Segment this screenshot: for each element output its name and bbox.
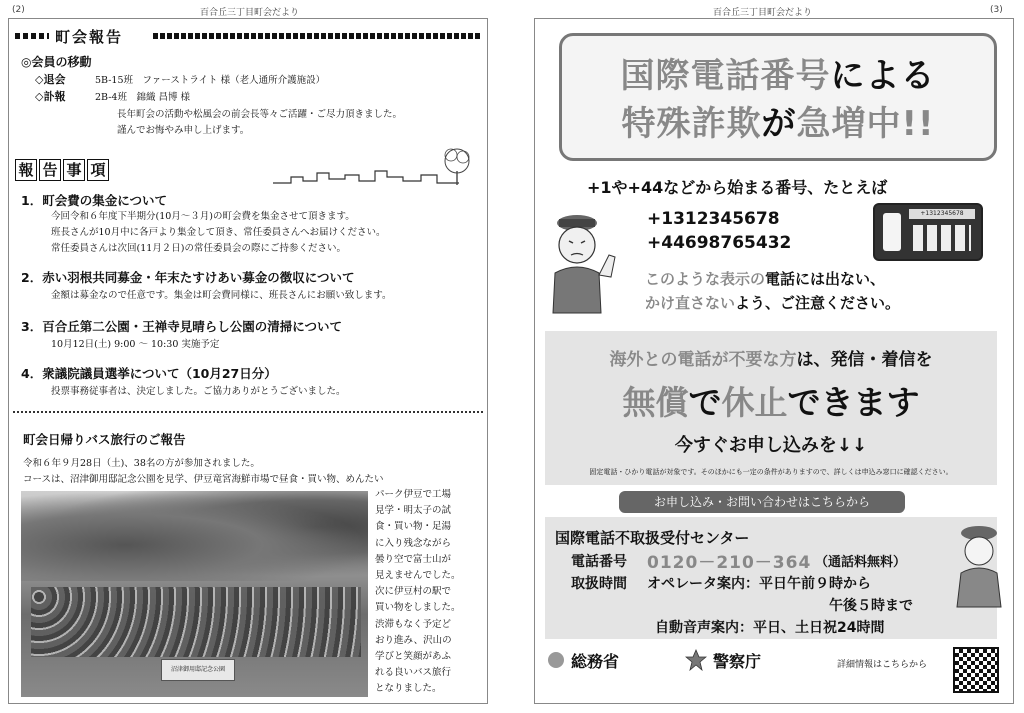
skyline-illustration xyxy=(271,137,481,189)
national-police-agency: 警察庁 xyxy=(713,652,762,671)
bus-trip-title: 町会日帰りバス旅行のご報告 xyxy=(23,432,186,447)
tel-label: 電話番号 xyxy=(571,554,627,570)
report-heading-char: 報 xyxy=(15,159,37,181)
section-title: 町会報告 xyxy=(55,28,124,46)
section-divider xyxy=(13,411,483,413)
overseas-block xyxy=(545,331,997,485)
right-page xyxy=(534,18,1014,704)
tel-note: （通話料無料） xyxy=(815,555,907,570)
bus-trip-side-line: 見学・明太子の試 xyxy=(375,505,452,517)
group-photo xyxy=(21,491,368,697)
phone-example-2: +44698765432 xyxy=(647,233,792,253)
desk-phone-illustration xyxy=(873,203,983,261)
female-officer-illustration xyxy=(951,519,1007,609)
fine-print: 固定電話・ひかり電話が対象です。そのほかにも一定の条件がありますので、詳しくは申込み窓口に確認ください。 xyxy=(589,468,953,476)
item-3-title: 3．百合丘第二公園・王禅寺見晴らし公園の清掃について xyxy=(21,319,342,334)
bus-trip-side-text xyxy=(375,487,461,698)
bus-trip-side-line: 次に伊豆村の駅で xyxy=(375,586,452,598)
newsletter-title-left: 百合丘三丁目町会だより xyxy=(200,8,300,18)
police-emblem-icon xyxy=(685,649,707,671)
photo-sign: 沼津御用邸記念公園 xyxy=(161,659,235,681)
withdrawal-label: ◇退会 xyxy=(35,73,66,86)
headline-box xyxy=(559,33,997,161)
item-4-line: 投票事務従事者は、決定しました。ご協力ありがとうございました。 xyxy=(51,386,346,397)
bus-trip-side-line: パーク伊豆で工場 xyxy=(375,489,452,500)
phone-screen-display: +1312345678 xyxy=(909,209,975,219)
item-1-body xyxy=(51,209,386,257)
bus-trip-line-2: コースは、沼津御用邸記念公園を見学、伊豆竜宮海鮮市場で昼食・買い物、めんたい xyxy=(23,474,384,485)
overseas-black: は、発信・着信を xyxy=(796,350,933,370)
contact-block xyxy=(545,517,997,639)
contact-bar: お申し込み・お問い合わせはこちらから xyxy=(619,491,905,513)
bus-trip-side-line: となりました。 xyxy=(375,683,442,695)
membership-heading: ◎会員の移動 xyxy=(21,55,92,69)
keypad-icon xyxy=(913,225,971,251)
left-page xyxy=(8,18,488,704)
bus-trip-side-line: 買い物をしました。 xyxy=(375,602,461,614)
newsletter-title-right: 百合丘三丁目町会だより xyxy=(713,8,813,18)
item-2-line: 金額は募金なので任意です。集金は町会費同様に、班長さんにお願い致します。 xyxy=(51,290,392,301)
more-info-label: 詳細情報はこちらから xyxy=(837,660,928,670)
item-1-line: 班長さんが10月中に各戸より集金して頂き、常任委員さんへお届けください。 xyxy=(51,227,386,238)
headline-line-1 xyxy=(562,48,994,97)
warning-gray: かけ直さない xyxy=(645,294,736,312)
center-name: 国際電話不取扱受付センター xyxy=(555,529,750,547)
overseas-line xyxy=(545,345,997,370)
bus-trip-side-line: 渋滞もなく予定ど xyxy=(375,618,452,630)
item-4-title: 4．衆議院議員選挙について（10月27日分） xyxy=(21,366,277,381)
free-black: できます xyxy=(787,383,920,422)
report-heading xyxy=(15,159,109,181)
headline-line-2 xyxy=(562,96,994,145)
page-number-left: (2) xyxy=(12,5,25,15)
report-heading-char: 告 xyxy=(39,159,61,181)
free-gray: 無償 xyxy=(622,383,689,422)
obituary-message-1: 長年町会の活動や松風会の前会長等々ご活躍・ご尽力頂きました。 xyxy=(117,109,403,120)
warning-black: よう、ご注意ください。 xyxy=(735,294,901,312)
section-banner xyxy=(15,28,481,46)
free-black: で xyxy=(688,383,722,422)
warning-gray: このような表示の xyxy=(645,270,766,288)
hours-operator: オペレータ案内：平日午前９時から xyxy=(647,576,871,592)
tel-number: 0120－210－364 xyxy=(647,553,812,573)
free-suspend-line xyxy=(545,377,997,424)
warning-text xyxy=(645,267,900,315)
bus-trip-side-line: おり進み、沢山の xyxy=(375,634,452,646)
bus-trip-side-line: 食・買い物・足湯 xyxy=(375,521,452,533)
bus-trip-side-line: 見えませんでした。 xyxy=(375,570,461,582)
bus-trip-side-line: れる良いバス旅行 xyxy=(375,667,452,679)
headline-line-2-black: が xyxy=(761,104,797,144)
hours-auto: 自動音声案内：平日、土日祝24時間 xyxy=(655,620,885,636)
headline-line-1-black: による xyxy=(830,56,936,96)
free-gray: 休止 xyxy=(721,383,788,422)
handset-icon xyxy=(883,213,901,251)
obituary-text: 2B-4班 錦織 昌博 様 xyxy=(95,92,190,103)
headline-line-2-gray: 急増中!! xyxy=(796,104,935,144)
withdrawal-text: 5B-15班 ファーストライト 様（老人通所介護施設） xyxy=(95,75,326,86)
bus-trip-side-line: 学びと笑顔があふ xyxy=(375,651,452,663)
obituary-label: ◇訃報 xyxy=(35,90,66,103)
bus-trip-side-line: 曇り空で富士山が xyxy=(375,553,452,565)
page-number-right: (3) xyxy=(990,5,1003,15)
phone-example-1: +1312345678 xyxy=(647,209,780,229)
report-heading-char: 事 xyxy=(63,159,85,181)
hours-operator-2: 午後５時まで xyxy=(829,598,913,614)
police-officer-illustration xyxy=(541,205,623,315)
headline-line-1-gray: 国際電話番号 xyxy=(620,56,831,96)
obituary-message-2: 謹んでお悔やみ申し上げます。 xyxy=(117,125,250,136)
item-1-line: 常任委員さんは次回(11月２日)の常任委員会の際にご持参ください。 xyxy=(51,243,347,254)
ministry-internal-affairs: 総務省 xyxy=(571,652,620,671)
hours-label: 取扱時間 xyxy=(571,576,627,592)
item-1-title: 1．町会費の集金について xyxy=(21,193,167,208)
headline-line-2-gray: 特殊詐欺 xyxy=(621,104,762,144)
item-2-title: 2．赤い羽根共同募金・年末たすけあい募金の徴収について xyxy=(21,270,355,285)
item-3-line: 10月12日(土) 9:00 ～ 10:30 実施予定 xyxy=(51,339,220,350)
bus-trip-line-1: 令和６年９月28日（土)、38名の方が参加されました。 xyxy=(23,458,260,469)
apply-now: 今すぐお申し込みを↓↓ xyxy=(674,435,868,456)
item-1-line: 今回令和６年度下半期分(10月～３月)の町会費を集金させて頂きます。 xyxy=(51,211,355,222)
bus-trip-side-line: に入り残念ながら xyxy=(375,537,452,549)
overseas-gray: 海外との電話が不要な方 xyxy=(609,350,797,370)
ministry-logo-icon xyxy=(547,651,565,669)
warning-black: 電話には出ない、 xyxy=(765,270,886,288)
qr-code[interactable] xyxy=(953,647,999,693)
report-heading-char: 項 xyxy=(87,159,109,181)
example-line: +1や+44などから始まる番号、たとえば xyxy=(587,178,888,197)
